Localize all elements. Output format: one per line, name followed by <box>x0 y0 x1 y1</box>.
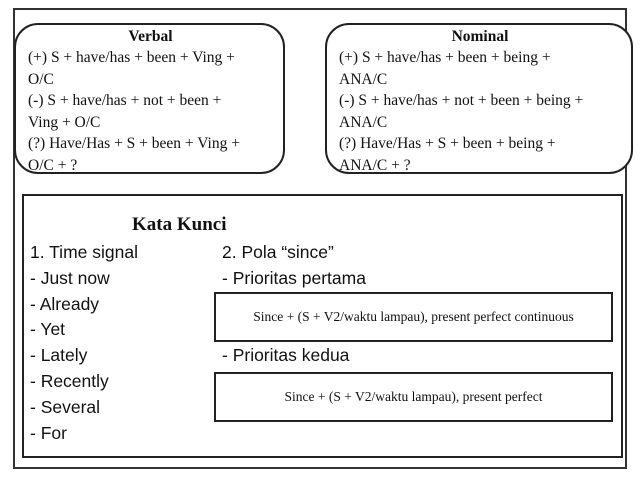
verbal-line: O/C <box>28 70 54 88</box>
verbal-line: (-) S + have/has + not + been + <box>28 92 222 110</box>
priority-2-label: - Prioritas kedua <box>222 345 350 365</box>
kata-kunci-title: Kata Kunci <box>132 214 227 235</box>
time-signal-item: - Several <box>30 396 101 417</box>
verbal-line: (?) Have/Has + S + been + Ving + <box>28 135 240 153</box>
nominal-formula-box <box>325 23 633 174</box>
priority-1-formula: Since + (S + V2/waktu lampau), present perfect continuous <box>253 309 574 324</box>
pola-since-heading: 2. Pola “since” <box>222 242 334 262</box>
time-signal-item: - Recently <box>30 370 109 391</box>
nominal-title: Nominal <box>451 28 509 45</box>
time-signal-item: - Already <box>30 293 100 314</box>
verbal-formula-box <box>14 23 285 174</box>
verbal-line: O/C + ? <box>28 156 78 174</box>
nominal-line: ANA/C + ? <box>339 156 411 174</box>
time-signal-item: - Just now <box>30 267 110 288</box>
time-signal-item: - Lately <box>30 345 88 366</box>
nominal-line: ANA/C <box>339 113 388 131</box>
verbal-line: (+) S + have/has + been + Ving + <box>28 49 235 66</box>
nominal-line: (?) Have/Has + S + been + being + <box>339 135 556 153</box>
time-signal-item: - Yet <box>30 319 66 340</box>
verbal-line: Ving + O/C <box>28 113 101 131</box>
nominal-line: (+) S + have/has + been + being + <box>339 49 551 66</box>
time-signal-heading: 1. Time signal <box>30 242 138 262</box>
time-signal-list <box>30 240 138 446</box>
priority-1-label: - Prioritas pertama <box>222 267 366 288</box>
priority-2-formula-box <box>214 372 613 422</box>
time-signal-item: - For <box>30 422 67 443</box>
nominal-line: ANA/C <box>339 70 388 88</box>
kata-kunci-box <box>22 194 623 458</box>
pola-since-section <box>222 240 366 292</box>
priority-2-formula: Since + (S + V2/waktu lampau), present perfect <box>284 389 543 404</box>
priority-1-formula-box <box>214 292 613 342</box>
verbal-title: Verbal <box>128 28 173 45</box>
nominal-line: (-) S + have/has + not + been + being + <box>339 92 584 110</box>
